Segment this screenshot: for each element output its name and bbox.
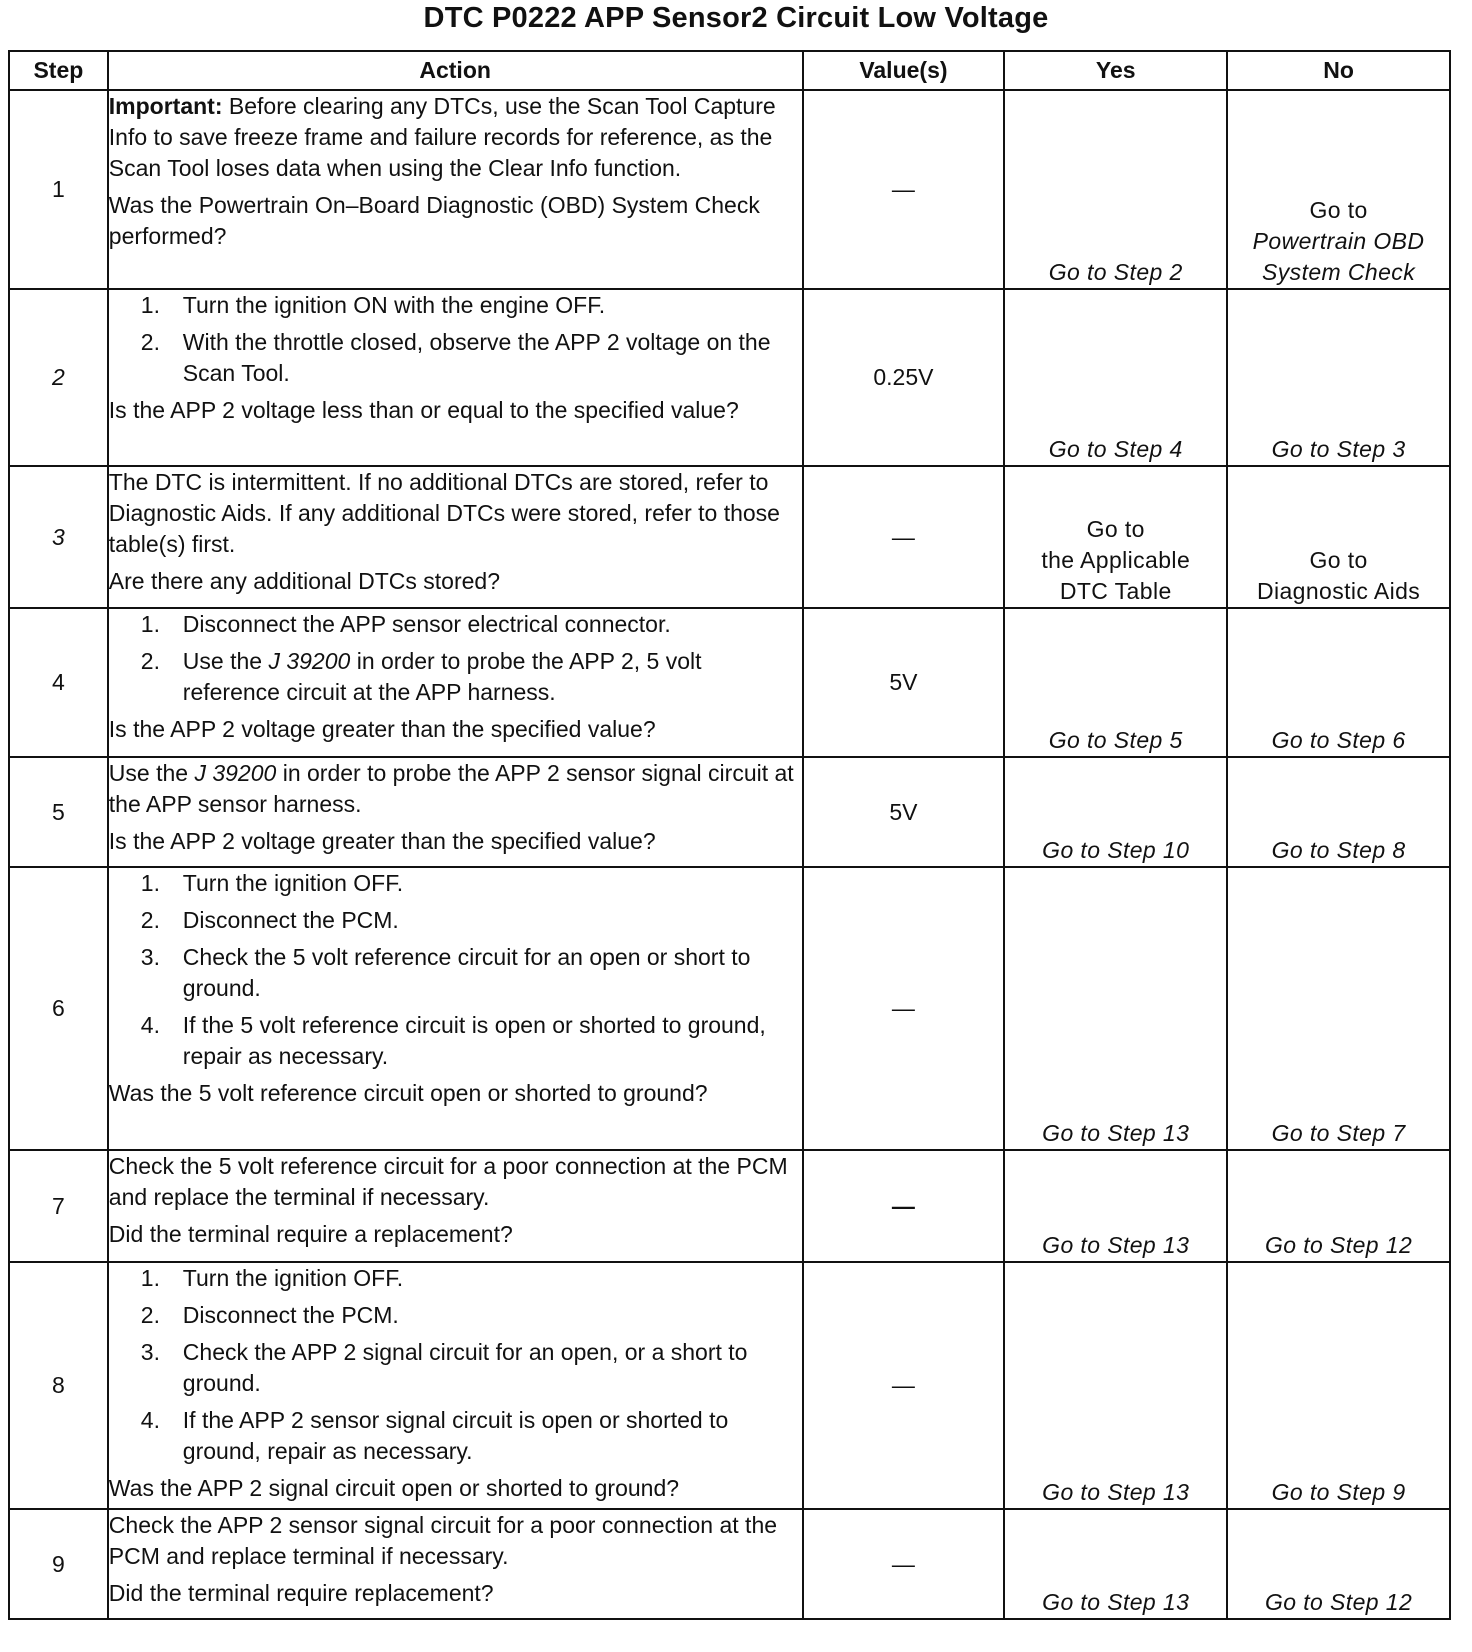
page-title: DTC P0222 APP Sensor2 Circuit Low Voltage xyxy=(423,2,1049,34)
step-question: Was the Powertrain On–Board Diagnostic (OBD) System Check performed? xyxy=(108,192,760,249)
step-value: 0.25V xyxy=(803,289,1005,466)
no-action: Go to Step 12 xyxy=(1227,1509,1450,1619)
step-list xyxy=(109,290,802,389)
step-list xyxy=(109,1263,802,1467)
step-question: Was the APP 2 signal circuit open or shorted to ground? xyxy=(108,1475,680,1501)
header-step: Step xyxy=(9,51,108,90)
step-action xyxy=(108,757,803,867)
step-action xyxy=(108,1262,803,1509)
step-value: 5V xyxy=(803,608,1005,757)
yes-action: Go to Step 13 xyxy=(1004,1509,1227,1619)
list-item: 1. Turn the ignition OFF. xyxy=(140,1265,404,1291)
no-action: Go to Step 6 xyxy=(1227,608,1450,757)
header-no: No xyxy=(1227,51,1450,90)
step-action xyxy=(108,867,803,1150)
step-number: 4 xyxy=(9,608,108,757)
list-item: 2. Disconnect the PCM. xyxy=(140,1302,399,1328)
step-question: Is the APP 2 voltage less than or equal to the specified value? xyxy=(108,397,739,423)
step-value: — xyxy=(803,1509,1005,1619)
list-item: 3. Check the APP 2 signal circuit for an open, or a short to ground. xyxy=(140,1339,748,1396)
yes-action: Go to Step 13 xyxy=(1004,1262,1227,1509)
header-values: Value(s) xyxy=(803,51,1005,90)
yes-action: Go to Step 2 xyxy=(1004,90,1227,289)
table-row xyxy=(9,466,1450,608)
step-text: The DTC is intermittent. If no additional DTCs are stored, refer to Diagnostic Aids. If any additional DTCs were stored, refer to those table(s) first. xyxy=(108,469,780,557)
step-value: — xyxy=(803,867,1005,1150)
list-item: 1. Turn the ignition OFF. xyxy=(140,870,404,896)
step-action xyxy=(108,466,803,608)
header-yes: Yes xyxy=(1004,51,1227,90)
tool-reference: J 39200 xyxy=(268,648,351,674)
list-item: 2. Disconnect the PCM. xyxy=(140,907,399,933)
step-number: 5 xyxy=(9,757,108,867)
step-question: Is the APP 2 voltage greater than the specified value? xyxy=(108,716,656,742)
no-action: Go to Step 12 xyxy=(1227,1150,1450,1262)
no-action-line: Powertrain OBD System Check xyxy=(1252,228,1425,285)
diagnostic-table xyxy=(8,50,1451,1620)
step-text: Use the J 39200 in order to probe the APP 2 sensor signal circuit at the APP sensor harness. xyxy=(108,760,794,817)
step-action xyxy=(108,1150,803,1262)
list-item: 3. Check the 5 volt reference circuit for an open or short to ground. xyxy=(140,944,751,1001)
yes-action: Go to the Applicable DTC Table xyxy=(1004,466,1227,608)
yes-action: Go to Step 4 xyxy=(1004,289,1227,466)
step-value: — xyxy=(803,1262,1005,1509)
step-action xyxy=(108,90,803,289)
table-row xyxy=(9,1150,1450,1262)
important-label: Important: xyxy=(108,93,223,119)
step-question: Are there any additional DTCs stored? xyxy=(108,568,500,594)
table-row xyxy=(9,867,1450,1150)
no-action-line: Go to xyxy=(1309,197,1368,223)
list-item: 1. Turn the ignition ON with the engine OFF. xyxy=(140,292,606,318)
table-row xyxy=(9,608,1450,757)
header-row xyxy=(9,51,1450,90)
list-item: 2. With the throttle closed, observe the APP 2 voltage on the Scan Tool. xyxy=(140,329,771,386)
no-action xyxy=(1227,90,1450,289)
step-text: Check the 5 volt reference circuit for a poor connection at the PCM and replace the terminal if necessary. xyxy=(108,1153,788,1210)
step-number: 2 xyxy=(9,289,108,466)
no-action: Go to Step 3 xyxy=(1227,289,1450,466)
no-action: Go to Diagnostic Aids xyxy=(1227,466,1450,608)
important-text: Before clearing any DTCs, use the Scan Tool Capture Info to save freeze frame and failure records for reference, as the Scan Tool loses data when using the Clear Info function. xyxy=(108,93,776,181)
step-number: 3 xyxy=(9,466,108,608)
no-action: Go to Step 9 xyxy=(1227,1262,1450,1509)
step-number: 8 xyxy=(9,1262,108,1509)
step-value: 5V xyxy=(803,757,1005,867)
step-question: Did the terminal require replacement? xyxy=(108,1580,494,1606)
table-row xyxy=(9,1509,1450,1619)
table-row xyxy=(9,289,1450,466)
header-action: Action xyxy=(108,51,803,90)
important-note xyxy=(109,91,802,184)
step-action xyxy=(108,1509,803,1619)
step-text: Check the APP 2 sensor signal circuit for a poor connection at the PCM and replace terminal if necessary. xyxy=(108,1512,778,1569)
step-value: — xyxy=(803,466,1005,608)
list-item: 4. If the 5 volt reference circuit is open or shorted to ground, repair as necessary. xyxy=(140,1012,766,1069)
yes-action: Go to Step 10 xyxy=(1004,757,1227,867)
table-row xyxy=(9,1262,1450,1509)
list-item: 4. If the APP 2 sensor signal circuit is open or shorted to ground, repair as necessary. xyxy=(140,1407,729,1464)
step-question: Did the terminal require a replacement? xyxy=(108,1221,513,1247)
step-question: Is the APP 2 voltage greater than the specified value? xyxy=(108,828,656,854)
step-number: 9 xyxy=(9,1509,108,1619)
step-value: — xyxy=(803,90,1005,289)
step-number: 6 xyxy=(9,867,108,1150)
table-row xyxy=(9,757,1450,867)
no-action: Go to Step 8 xyxy=(1227,757,1450,867)
list-item: 2. Use the J 39200 in order to probe the APP 2, 5 volt reference circuit at the APP harness. xyxy=(140,648,702,705)
step-number: 1 xyxy=(9,90,108,289)
step-action xyxy=(108,608,803,757)
step-action xyxy=(108,289,803,466)
step-list xyxy=(109,868,802,1072)
tool-reference: J 39200 xyxy=(194,760,277,786)
step-value: — xyxy=(803,1150,1005,1262)
table-row xyxy=(9,90,1450,289)
yes-action: Go to Step 13 xyxy=(1004,867,1227,1150)
step-question: Was the 5 volt reference circuit open or shorted to ground? xyxy=(108,1080,708,1106)
step-list xyxy=(109,609,802,708)
list-item: 1. Disconnect the APP sensor electrical connector. xyxy=(140,611,671,637)
yes-action: Go to Step 5 xyxy=(1004,608,1227,757)
no-action: Go to Step 7 xyxy=(1227,867,1450,1150)
yes-action: Go to Step 13 xyxy=(1004,1150,1227,1262)
step-number: 7 xyxy=(9,1150,108,1262)
